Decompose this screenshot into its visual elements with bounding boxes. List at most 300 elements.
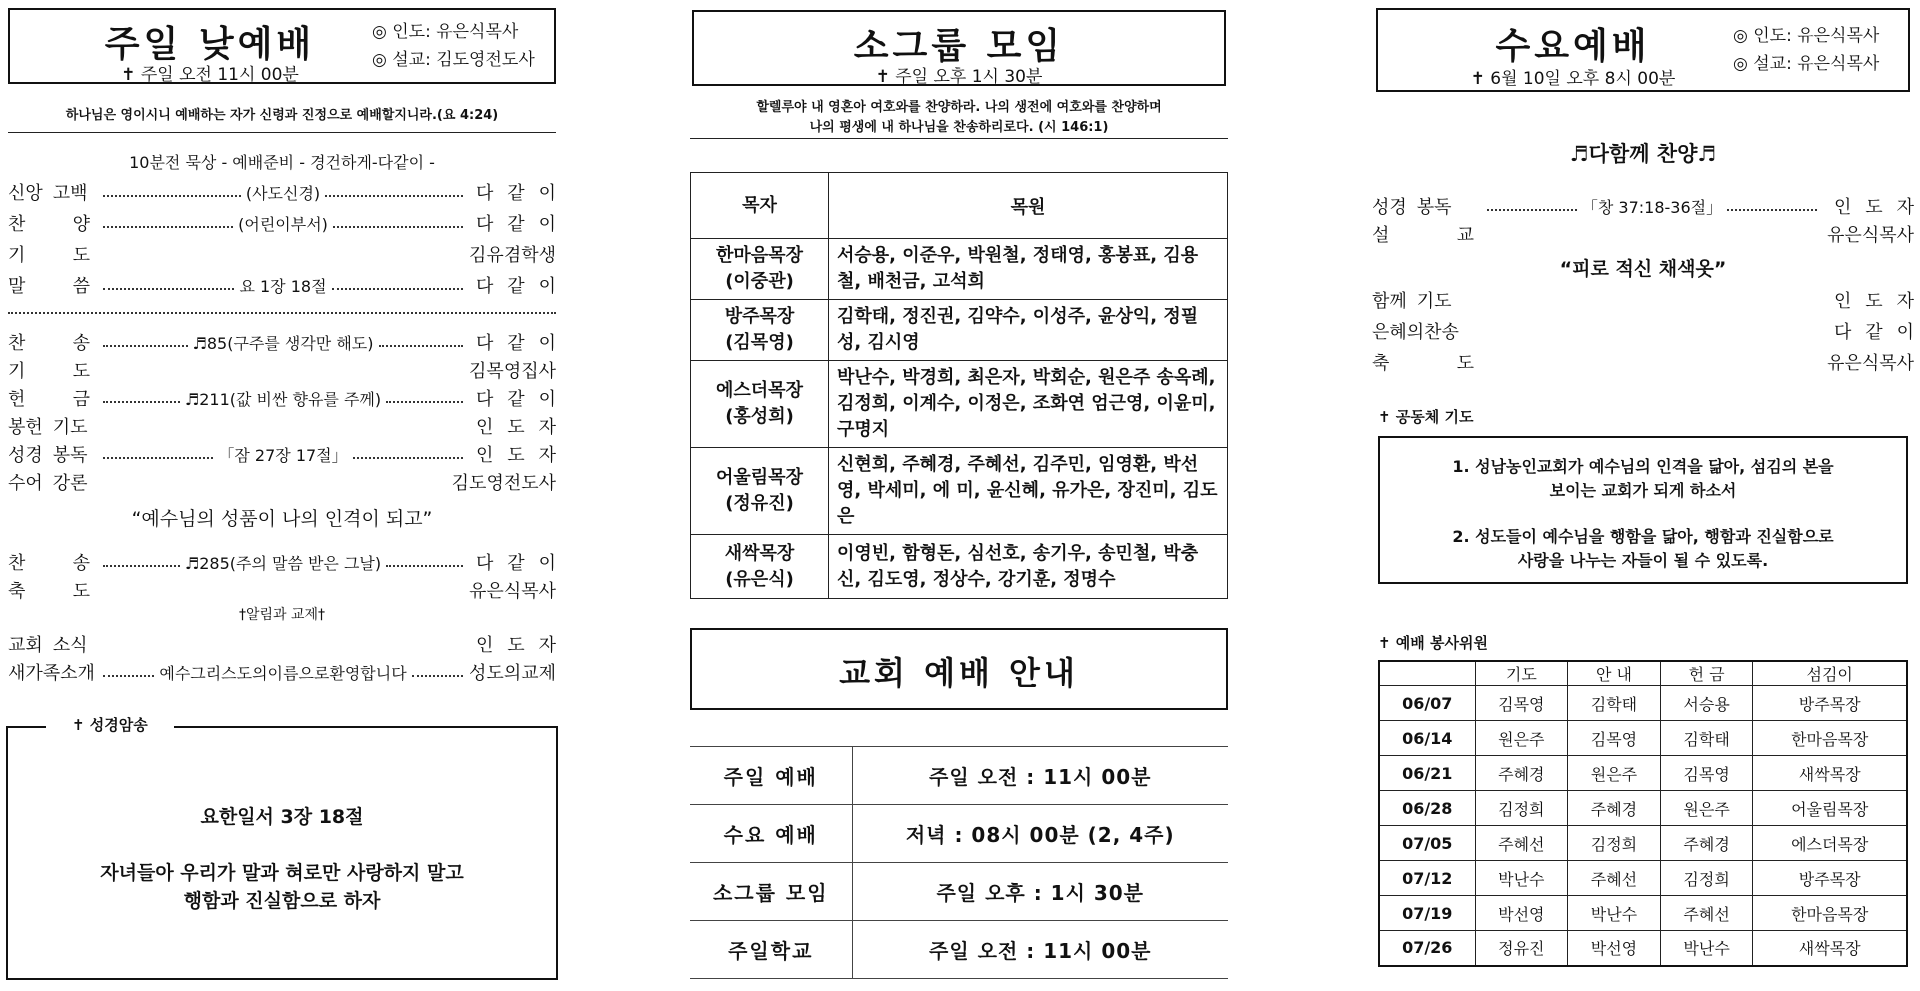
dot-leader bbox=[100, 425, 466, 427]
order-detail: 요 1장 18절 bbox=[239, 276, 327, 296]
role-assignee-char: 이 bbox=[538, 553, 556, 574]
dots bbox=[1487, 209, 1577, 211]
service-volunteer: 서승용 bbox=[1660, 686, 1753, 721]
order-label bbox=[8, 210, 100, 236]
service-volunteer: 김정희 bbox=[1475, 791, 1568, 826]
wednesday-time: ✝ 6월 10일 오후 8시 00분 bbox=[1470, 69, 1676, 89]
order-label bbox=[8, 659, 100, 685]
order-label-part: 봉독 bbox=[1416, 197, 1452, 218]
table-row bbox=[1379, 791, 1907, 826]
order-detail: ♬85(구주를 생각만 해도) bbox=[192, 333, 374, 353]
group-members: 이영빈, 함형돈, 심선호, 송기우, 송민철, 박충신, 김도영, 정상수, 강기훈, 정명수 bbox=[829, 535, 1228, 599]
order-label bbox=[8, 179, 100, 205]
service-committee-table bbox=[1378, 660, 1908, 967]
role-assignee-char: 같 bbox=[507, 333, 525, 354]
role-assignee-char: 이 bbox=[538, 183, 556, 204]
dots bbox=[103, 675, 154, 677]
role-assignee-char: 이 bbox=[538, 389, 556, 410]
order-label-part: 수어 bbox=[8, 473, 43, 494]
table-row bbox=[1379, 686, 1907, 721]
role-assignee bbox=[466, 329, 556, 355]
order-label bbox=[1372, 349, 1484, 375]
service-volunteer: 원은주 bbox=[1660, 791, 1753, 826]
service-date: 07/12 bbox=[1379, 861, 1475, 896]
role-assignee-char: 같 bbox=[507, 389, 525, 410]
role-assignee bbox=[1820, 193, 1914, 219]
schedule-name: 주일학교 bbox=[690, 921, 852, 979]
service-volunteer: 주혜경 bbox=[1475, 756, 1568, 791]
role-assignee: 유은식목사 bbox=[1827, 225, 1914, 246]
group-shepherd: (이중관) bbox=[725, 271, 794, 292]
service-volunteer: 에스더목장 bbox=[1753, 826, 1907, 861]
dot-leader bbox=[100, 551, 466, 574]
table-row bbox=[1379, 756, 1907, 791]
role-assignee-char: 인 bbox=[1834, 197, 1852, 218]
order-label bbox=[8, 441, 100, 467]
role-assignee: 유은식목사 bbox=[1827, 353, 1914, 374]
order-label-part: 찬 bbox=[8, 333, 26, 354]
wednesday-title: 수요예배 bbox=[1495, 26, 1651, 67]
small-group-column bbox=[690, 0, 1228, 991]
role-header: 섬김이 bbox=[1753, 661, 1907, 686]
order-label-part: 도 bbox=[72, 361, 90, 382]
order-row bbox=[8, 240, 556, 268]
service-volunteer: 주혜경 bbox=[1660, 826, 1753, 861]
role-assignee-char: 같 bbox=[507, 183, 525, 204]
role-assignee bbox=[466, 179, 556, 205]
table-row bbox=[1379, 826, 1907, 861]
order-label bbox=[1372, 318, 1484, 344]
role-assignee bbox=[466, 210, 556, 236]
schedule-time: 저녁 : 08시 00분 (2, 4주) bbox=[852, 805, 1228, 863]
order-label bbox=[1372, 287, 1484, 313]
role-assignee bbox=[466, 631, 556, 657]
service-volunteer: 새싹목장 bbox=[1753, 931, 1907, 966]
service-volunteer: 박선영 bbox=[1568, 931, 1661, 966]
order-label-part: 함께 bbox=[1372, 291, 1407, 312]
prayer-2-line-2: 사랑을 나누는 자들이 될 수 있도록. bbox=[1517, 551, 1769, 570]
role-assignee bbox=[1820, 287, 1914, 313]
role-assignee: 김유겸학생 bbox=[469, 245, 556, 266]
group-leader bbox=[691, 239, 829, 300]
order-row bbox=[1372, 286, 1914, 314]
order-label-part: 기도 bbox=[1416, 291, 1452, 312]
order-label-part: 성경 bbox=[1372, 197, 1407, 218]
order-label-part: 은혜의찬송 bbox=[1372, 322, 1459, 343]
service-volunteer: 김학태 bbox=[1660, 721, 1753, 756]
role-assignee-char: 이 bbox=[538, 276, 556, 297]
dot-leader bbox=[100, 369, 466, 371]
group-name: 한마음목장 bbox=[716, 245, 803, 266]
role-assignee-char: 인 bbox=[476, 417, 494, 438]
group-row bbox=[691, 448, 1228, 535]
role-header: 기도 bbox=[1475, 661, 1568, 686]
dot-leader bbox=[100, 274, 466, 297]
order-row bbox=[8, 658, 556, 686]
schedule-time: 주일 오후 : 1시 30분 bbox=[852, 863, 1228, 921]
divider bbox=[690, 138, 1228, 139]
role-assignee-char: 자 bbox=[1896, 291, 1914, 312]
order-label-part: 봉헌 bbox=[8, 417, 43, 438]
recital-line-2: 행함과 진실함으로 하자 bbox=[183, 890, 381, 912]
order-label bbox=[8, 469, 100, 495]
sunday-verse: 하나님은 영이시니 예배하는 자가 신령과 진정으로 예배할지니라.(요 4:24) bbox=[65, 108, 499, 123]
dots bbox=[103, 226, 233, 228]
order-label-part: 신앙 bbox=[8, 183, 43, 204]
dot-leader bbox=[100, 181, 466, 204]
header-leader: 목자 bbox=[691, 173, 829, 239]
order-row bbox=[8, 412, 556, 440]
role-assignee-char: 다 bbox=[476, 389, 494, 410]
service-date: 07/19 bbox=[1379, 896, 1475, 931]
worship-schedule-table bbox=[690, 746, 1228, 979]
order-label-part: 새가족소개 bbox=[8, 663, 95, 684]
service-date: 06/07 bbox=[1379, 686, 1475, 721]
wednesday-sermon-title: “피로 적신 채색옷” bbox=[1559, 258, 1727, 280]
order-detail: (사도신경) bbox=[245, 183, 321, 203]
group-row bbox=[691, 239, 1228, 300]
order-label-part: 기 bbox=[8, 245, 26, 266]
role-assignee-char: 다 bbox=[476, 214, 494, 235]
order-label-part: 소식 bbox=[52, 635, 88, 656]
order-label bbox=[8, 357, 100, 383]
dot-leader bbox=[1484, 233, 1820, 235]
group-leader bbox=[691, 448, 829, 535]
dots bbox=[412, 675, 463, 677]
order-label bbox=[8, 413, 100, 439]
small-group-time: ✝ 주일 오후 1시 30분 bbox=[875, 67, 1043, 87]
sunday-leader: ◎ 인도: 유은식목사 bbox=[372, 22, 519, 42]
schedule-row bbox=[690, 805, 1228, 863]
dot-leader bbox=[1484, 330, 1820, 332]
role-assignee bbox=[466, 441, 556, 467]
order-row bbox=[1372, 317, 1914, 345]
order-label-part: 송 bbox=[72, 333, 90, 354]
dots bbox=[325, 195, 463, 197]
order-label bbox=[8, 241, 100, 267]
role-assignee: 김도영전도사 bbox=[451, 473, 556, 494]
order-label-part: 말 bbox=[8, 276, 26, 297]
service-volunteer: 방주목장 bbox=[1753, 686, 1907, 721]
order-row bbox=[8, 178, 556, 206]
sunday-preacher: ◎ 설교: 김도영전도사 bbox=[372, 50, 535, 70]
order-row bbox=[8, 271, 556, 299]
order-label bbox=[8, 385, 100, 411]
service-date: 07/26 bbox=[1379, 931, 1475, 966]
order-label-part: 도 bbox=[72, 245, 90, 266]
role-assignee-char: 다 bbox=[1834, 322, 1852, 343]
order-row bbox=[1372, 192, 1914, 220]
order-label bbox=[8, 549, 100, 575]
service-volunteer: 박난수 bbox=[1475, 861, 1568, 896]
service-volunteer: 한마음목장 bbox=[1753, 721, 1907, 756]
service-volunteer: 새싹목장 bbox=[1753, 756, 1907, 791]
order-label-part: 성경 bbox=[8, 445, 43, 466]
group-shepherd: (유은식) bbox=[725, 568, 794, 590]
service-volunteer: 정유진 bbox=[1475, 931, 1568, 966]
dot-leader bbox=[100, 253, 466, 255]
dots bbox=[332, 288, 463, 290]
group-name: 에스더목장 bbox=[716, 380, 803, 401]
service-volunteer: 박선영 bbox=[1475, 896, 1568, 931]
role-assignee-char: 도 bbox=[507, 445, 525, 466]
recital-label: ✝ 성경암송 bbox=[46, 714, 174, 735]
date-header bbox=[1379, 661, 1475, 686]
service-committee-label: ✝ 예배 봉사위원 bbox=[1378, 634, 1488, 652]
group-shepherd: (정유진) bbox=[725, 493, 794, 514]
small-group-header-box bbox=[692, 10, 1226, 86]
community-prayer-box bbox=[1378, 436, 1908, 584]
group-leader bbox=[691, 361, 829, 448]
role-assignee: 김목영집사 bbox=[469, 361, 556, 382]
order-row bbox=[8, 630, 556, 658]
role-header: 헌 금 bbox=[1660, 661, 1753, 686]
service-date: 06/21 bbox=[1379, 756, 1475, 791]
group-members: 신현희, 주혜경, 주혜선, 김주민, 임영환, 박선영, 박세미, 에 미, 윤신혜, 유가은, 장진미, 김도은 bbox=[829, 448, 1228, 535]
table-row bbox=[1379, 861, 1907, 896]
order-label-part: 도 bbox=[1456, 353, 1474, 374]
order-row bbox=[8, 576, 556, 604]
order-label-part: 송 bbox=[72, 553, 90, 574]
role-assignee-char: 같 bbox=[507, 553, 525, 574]
recital-reference: 요한일서 3장 18절 bbox=[200, 806, 364, 828]
role-assignee bbox=[466, 272, 556, 298]
schedule-row bbox=[690, 921, 1228, 979]
dots bbox=[353, 457, 463, 459]
group-members: 서승용, 이준우, 박원철, 정태영, 홍봉표, 김용철, 배천금, 고석희 bbox=[829, 239, 1228, 300]
community-prayer-label: ✝ 공동체 기도 bbox=[1378, 408, 1474, 426]
order-detail: 「잠 27장 17절」 bbox=[218, 445, 348, 465]
header-members: 목원 bbox=[829, 173, 1228, 239]
role-assignee-char: 자 bbox=[538, 635, 556, 656]
role-assignee-char: 자 bbox=[538, 445, 556, 466]
order-label-part: 도 bbox=[72, 581, 90, 602]
dots bbox=[1727, 209, 1817, 211]
dot-leader bbox=[100, 643, 466, 645]
sunday-header-box bbox=[8, 8, 556, 84]
dot-leader bbox=[1484, 299, 1820, 301]
order-row bbox=[1372, 348, 1914, 376]
service-volunteer: 주혜경 bbox=[1568, 791, 1661, 826]
psalm-line-1: 할렐루야 내 영혼아 여호와를 찬양하라. 나의 생전에 여호와를 찬양하며 bbox=[756, 100, 1162, 115]
role-assignee-char: 자 bbox=[1896, 197, 1914, 218]
table-row bbox=[1379, 896, 1907, 931]
order-label-part: 기도 bbox=[52, 417, 88, 438]
notice-heading: †알림과 교제† bbox=[238, 607, 326, 623]
service-volunteer: 김목영 bbox=[1660, 756, 1753, 791]
prayer-1-line-1: 1. 성남농인교회가 예수님의 인격을 닮아, 섬김의 본을 bbox=[1452, 457, 1834, 476]
schedule-time: 주일 오전 : 11시 00분 bbox=[852, 747, 1228, 805]
service-volunteer: 한마음목장 bbox=[1753, 896, 1907, 931]
order-label-part: 고백 bbox=[52, 183, 88, 204]
role-assignee-char: 인 bbox=[476, 445, 494, 466]
dots bbox=[103, 288, 234, 290]
sunday-time: ✝ 주일 오전 11시 00분 bbox=[121, 65, 299, 85]
service-volunteer: 김정희 bbox=[1568, 826, 1661, 861]
dotted-divider bbox=[8, 312, 556, 314]
order-detail: ♬211(값 비싼 향유를 주께) bbox=[184, 389, 382, 409]
role-assignee-char: 같 bbox=[1865, 322, 1883, 343]
order-label-part: 교 bbox=[1456, 225, 1474, 246]
sunday-worship-column bbox=[8, 0, 564, 991]
small-group-title: 소그룹 모임 bbox=[853, 26, 1065, 67]
role-assignee-char: 이 bbox=[1896, 322, 1914, 343]
service-volunteer: 방주목장 bbox=[1753, 861, 1907, 896]
dot-leader bbox=[1484, 361, 1820, 363]
service-volunteer: 박난수 bbox=[1568, 896, 1661, 931]
group-name: 방주목장 bbox=[724, 306, 795, 327]
dot-leader bbox=[100, 481, 466, 483]
order-label-part: 금 bbox=[72, 389, 90, 410]
table-row bbox=[1379, 721, 1907, 756]
group-name: 어울림목장 bbox=[716, 467, 803, 488]
service-date: 06/14 bbox=[1379, 721, 1475, 756]
order-label-part: 봉독 bbox=[52, 445, 88, 466]
order-row bbox=[8, 468, 556, 496]
order-label bbox=[8, 631, 100, 657]
role-assignee bbox=[466, 549, 556, 575]
schedule-name: 수요 예배 bbox=[690, 805, 852, 863]
dots bbox=[103, 195, 241, 197]
schedule-row bbox=[690, 863, 1228, 921]
order-label-part: 축 bbox=[1372, 353, 1390, 374]
dot-leader bbox=[100, 589, 466, 591]
role-assignee-char: 같 bbox=[507, 214, 525, 235]
dot-leader bbox=[100, 387, 466, 410]
group-row bbox=[691, 361, 1228, 448]
order-detail: (어린이부서) bbox=[238, 214, 328, 234]
order-row bbox=[8, 384, 556, 412]
dots bbox=[103, 401, 180, 403]
role-assignee: 성도의교제 bbox=[469, 663, 556, 684]
order-label bbox=[8, 577, 100, 603]
dots bbox=[333, 226, 463, 228]
service-volunteer: 주혜선 bbox=[1475, 826, 1568, 861]
table-row bbox=[1379, 931, 1907, 966]
dots bbox=[103, 457, 213, 459]
group-leader bbox=[691, 535, 829, 599]
service-volunteer: 김목영 bbox=[1475, 686, 1568, 721]
group-name: 새싹목장 bbox=[724, 542, 795, 564]
order-row bbox=[1372, 220, 1914, 248]
prayer-1-line-2: 보이는 교회가 되게 하소서 bbox=[1549, 481, 1737, 500]
dots bbox=[103, 345, 188, 347]
worship-guide-header-box bbox=[690, 628, 1228, 710]
schedule-name: 소그룹 모임 bbox=[690, 863, 852, 921]
service-volunteer: 김학태 bbox=[1568, 686, 1661, 721]
order-label bbox=[8, 272, 100, 298]
order-label-part: 설 bbox=[1372, 225, 1390, 246]
role-assignee-char: 이 bbox=[538, 214, 556, 235]
role-assignee: 유은식목사 bbox=[469, 581, 556, 602]
service-volunteer: 어울림목장 bbox=[1753, 791, 1907, 826]
order-label bbox=[8, 329, 100, 355]
service-date: 06/28 bbox=[1379, 791, 1475, 826]
role-assignee-char: 다 bbox=[476, 183, 494, 204]
service-date: 07/05 bbox=[1379, 826, 1475, 861]
group-row bbox=[691, 300, 1228, 361]
role-assignee-char: 다 bbox=[476, 276, 494, 297]
role-assignee-char: 도 bbox=[507, 417, 525, 438]
prep-line: 10분전 묵상 - 예배준비 - 경건하게-다같이 - bbox=[129, 153, 435, 172]
role-assignee-char: 같 bbox=[507, 276, 525, 297]
order-label-part: 강론 bbox=[52, 473, 88, 494]
role-assignee-char: 도 bbox=[507, 635, 525, 656]
prayer-2-line-1: 2. 성도들이 예수님을 행함을 닮아, 행함과 진실함으로 bbox=[1452, 527, 1834, 546]
order-label-part: 씀 bbox=[72, 276, 90, 297]
role-assignee-char: 이 bbox=[538, 333, 556, 354]
sunday-title: 주일 낮예배 bbox=[104, 24, 316, 65]
dot-leader bbox=[100, 443, 466, 466]
order-detail: 예수그리스도의이름으로환영합니다 bbox=[159, 663, 407, 683]
order-row bbox=[8, 356, 556, 384]
psalm-line-2: 나의 평생에 내 하나님을 찬송하리로다. (시 146:1) bbox=[809, 120, 1109, 135]
sunday-sermon-title: “예수님의 성품이 나의 인격이 되고” bbox=[131, 508, 433, 530]
group-shepherd: (홍성희) bbox=[725, 406, 794, 427]
small-group-table bbox=[690, 172, 1228, 599]
order-detail: ♬285(주의 말씀 받은 그날) bbox=[184, 553, 382, 573]
recital-box bbox=[6, 716, 558, 980]
role-header: 안 내 bbox=[1568, 661, 1661, 686]
dot-leader bbox=[100, 331, 466, 354]
order-detail: 「창 37:18-36절」 bbox=[1581, 197, 1723, 217]
role-assignee bbox=[466, 413, 556, 439]
order-label bbox=[1372, 193, 1484, 219]
dots bbox=[386, 565, 463, 567]
wednesday-header-box bbox=[1376, 8, 1910, 92]
service-volunteer: 주혜선 bbox=[1660, 896, 1753, 931]
schedule-time: 주일 오전 : 11시 00분 bbox=[852, 921, 1228, 979]
order-label-part: 기 bbox=[8, 361, 26, 382]
role-assignee-char: 인 bbox=[476, 635, 494, 656]
dot-leader bbox=[100, 661, 466, 684]
role-assignee-char: 다 bbox=[476, 553, 494, 574]
order-label-part: 교회 bbox=[8, 635, 43, 656]
order-row bbox=[8, 440, 556, 468]
recital-line-1: 자녀들아 우리가 말과 혀로만 사랑하지 말고 bbox=[100, 862, 464, 884]
service-volunteer: 김정희 bbox=[1660, 861, 1753, 896]
role-assignee bbox=[1820, 318, 1914, 344]
wednesday-leader: ◎ 인도: 유은식목사 bbox=[1733, 26, 1880, 46]
order-label-part: 축 bbox=[8, 581, 26, 602]
worship-guide-title: 교회 예배 안내 bbox=[839, 654, 1079, 692]
wednesday-preacher: ◎ 설교: 유은식목사 bbox=[1733, 54, 1880, 74]
order-label-part: 찬 bbox=[8, 214, 26, 235]
group-leader bbox=[691, 300, 829, 361]
order-row bbox=[8, 328, 556, 356]
praise-heading: ♬다함께 찬양♬ bbox=[1569, 142, 1717, 166]
role-assignee bbox=[466, 385, 556, 411]
dots bbox=[379, 345, 464, 347]
group-row bbox=[691, 535, 1228, 599]
service-volunteer: 주혜선 bbox=[1568, 861, 1661, 896]
role-assignee-char: 자 bbox=[538, 417, 556, 438]
wednesday-worship-column bbox=[1372, 0, 1914, 991]
role-assignee-char: 도 bbox=[1865, 291, 1883, 312]
group-members: 김학태, 정진권, 김약수, 이성주, 윤상익, 정필성, 김시영 bbox=[829, 300, 1228, 361]
order-row bbox=[8, 209, 556, 237]
schedule-row bbox=[690, 747, 1228, 805]
service-volunteer: 원은주 bbox=[1475, 721, 1568, 756]
dot-leader bbox=[1484, 195, 1820, 218]
divider bbox=[8, 132, 556, 133]
order-label-part: 헌 bbox=[8, 389, 26, 410]
order-label-part: 양 bbox=[72, 214, 90, 235]
order-label bbox=[1372, 221, 1484, 247]
dots bbox=[386, 401, 463, 403]
dots bbox=[103, 565, 180, 567]
role-assignee-char: 인 bbox=[1834, 291, 1852, 312]
